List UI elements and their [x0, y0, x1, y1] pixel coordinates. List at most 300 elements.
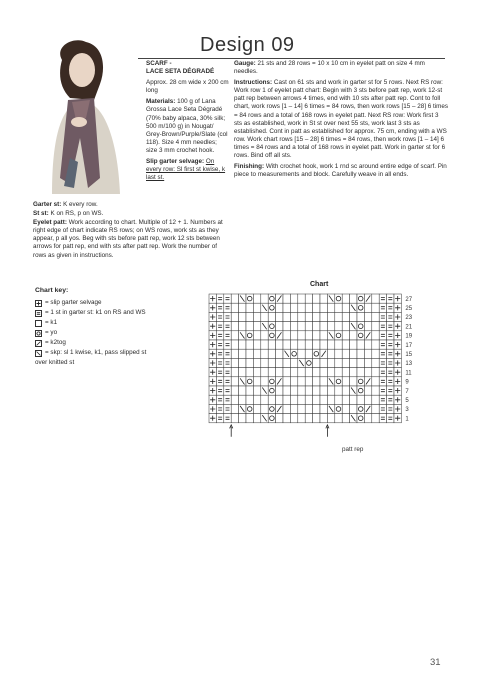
repeat-arrow [230, 425, 233, 437]
chart-cell [276, 349, 283, 358]
chart-cell [216, 349, 223, 358]
key-item-text: = slip garter selvage [45, 299, 102, 306]
chart-cell [372, 368, 379, 377]
row-number: 1 [405, 416, 409, 423]
chart-cell [290, 414, 297, 423]
chart-cell [261, 312, 268, 321]
chart-cell [379, 395, 386, 404]
chart-cell [320, 368, 327, 377]
chart-cell [320, 340, 327, 349]
chart-key [35, 286, 205, 368]
chart-cell [290, 386, 297, 395]
chart-cell [342, 340, 349, 349]
row-number: 5 [405, 398, 409, 404]
chart-cell [239, 414, 246, 423]
chart-cell [253, 414, 260, 423]
chart-cell [379, 349, 386, 358]
chart-cell [261, 340, 268, 349]
chart-cell [224, 377, 231, 386]
chart-cell [313, 312, 320, 321]
chart-cell [224, 331, 231, 340]
chart-cell [364, 303, 371, 312]
chart-cell [320, 377, 327, 386]
garter-text: K every row. [63, 201, 98, 208]
chart-cell [231, 368, 238, 377]
chart-cell [253, 395, 260, 404]
chart-cell [224, 312, 231, 321]
key-item [35, 328, 205, 338]
chart-cell [224, 340, 231, 349]
chart-cell [342, 312, 349, 321]
chart-cell [224, 395, 231, 404]
key-continuation: over knitted st [35, 359, 75, 366]
chart-grid [209, 294, 401, 423]
chart-cell [350, 404, 357, 413]
chart-cell [342, 404, 349, 413]
chart-cell [298, 312, 305, 321]
chart-cell [268, 395, 275, 404]
chart-cell [276, 340, 283, 349]
chart-cell [305, 414, 312, 423]
chart-cell [320, 303, 327, 312]
chart-cell [298, 303, 305, 312]
chart-cell [246, 303, 253, 312]
chart-cell [313, 414, 320, 423]
key-item [35, 298, 205, 308]
chart-cell [327, 368, 334, 377]
chart-cell [231, 386, 238, 395]
row-number: 13 [405, 361, 413, 368]
gauge-text: 21 sts and 28 rows = 10 x 10 cm in eyelet patt on size 4 mm needles. [234, 60, 425, 76]
finishing-text: With crochet hook, work 1 rnd sc around entire edge of scarf. Pin piece to measurements and block. Carefully weave in all ends. [234, 163, 447, 179]
row-number: 11 [405, 370, 412, 377]
chart-repeat-arrows [230, 425, 329, 437]
chart-cell [290, 322, 297, 331]
chart-cell [224, 386, 231, 395]
chart-cell [246, 414, 253, 423]
chart-cell [253, 312, 260, 321]
chart-cell [276, 322, 283, 331]
chart-cell [327, 395, 334, 404]
chart-cell [372, 322, 379, 331]
chart-cell [320, 312, 327, 321]
chart-cell [372, 303, 379, 312]
item-title: SCARF - [146, 60, 172, 67]
chart-cell [350, 340, 357, 349]
chart-cell [224, 414, 231, 423]
chart-cell [261, 358, 268, 367]
chart-cell [246, 358, 253, 367]
chart-cell [364, 322, 371, 331]
chart-cell [253, 340, 260, 349]
chart-cell [335, 386, 342, 395]
chart-cell [320, 404, 327, 413]
chart-key-title: Chart key: [35, 287, 69, 294]
chart-cell [290, 303, 297, 312]
chart-cell [246, 386, 253, 395]
chart-cell [327, 358, 334, 367]
chart-cell [283, 386, 290, 395]
chart-cell [372, 377, 379, 386]
chart-cell [320, 386, 327, 395]
chart-cell [290, 358, 297, 367]
chart-cell [305, 340, 312, 349]
chart-cell [364, 368, 371, 377]
chart-cell [231, 303, 238, 312]
chart-cell [387, 358, 394, 367]
chart-cell [327, 340, 334, 349]
page-title: Design 09 [200, 34, 295, 56]
chart-cell [261, 368, 268, 377]
row-number: 3 [405, 407, 409, 414]
chart-cell [216, 303, 223, 312]
chart-cell [313, 322, 320, 331]
chart-cell [335, 312, 342, 321]
chart-cell [357, 312, 364, 321]
chart-title: Chart [310, 281, 329, 288]
chart-cell [216, 294, 223, 303]
chart-cell [268, 368, 275, 377]
chart-cell [342, 414, 349, 423]
chart-cell [387, 303, 394, 312]
chart-cell [298, 322, 305, 331]
chart-cell [290, 404, 297, 413]
chart-cell [231, 349, 238, 358]
chart-cell [253, 358, 260, 367]
chart-cell [379, 377, 386, 386]
chart-cell [283, 331, 290, 340]
chart-cell [298, 368, 305, 377]
chart-cell [246, 395, 253, 404]
chart-cell [350, 358, 357, 367]
row-number: 19 [405, 333, 413, 340]
chart-cell [387, 349, 394, 358]
chart-cell [246, 312, 253, 321]
chart-cell [216, 368, 223, 377]
chart-cell [313, 331, 320, 340]
chart-cell [335, 358, 342, 367]
chart-cell [387, 395, 394, 404]
chart-cell [313, 340, 320, 349]
chart-cell [342, 386, 349, 395]
chart-cell [231, 377, 238, 386]
chart-cell [327, 386, 334, 395]
skp-icon [35, 350, 42, 357]
chart-cell [379, 404, 386, 413]
chart-cell [283, 303, 290, 312]
chart-cell [379, 414, 386, 423]
chart-cell [372, 349, 379, 358]
chart-cell [253, 368, 260, 377]
chart-cell [372, 358, 379, 367]
finishing-label: Finishing: [234, 163, 265, 171]
chart-cell [261, 377, 268, 386]
chart-cell [379, 358, 386, 367]
chart-cell [372, 312, 379, 321]
chart-cell [268, 358, 275, 367]
chart-cell [342, 395, 349, 404]
chart-cell [283, 358, 290, 367]
chart-cell [335, 368, 342, 377]
chart-cell [313, 368, 320, 377]
chart-cell [335, 349, 342, 358]
chart-cell [305, 386, 312, 395]
key-item [35, 318, 205, 328]
chart-cell [283, 395, 290, 404]
chart-cell [387, 368, 394, 377]
chart-cell [224, 294, 231, 303]
chart-cell [216, 404, 223, 413]
chart-cell [224, 368, 231, 377]
chart-cell [342, 358, 349, 367]
title-rule [138, 58, 445, 59]
chart-cell [342, 322, 349, 331]
chart-cell [379, 312, 386, 321]
chart-cell [216, 312, 223, 321]
garter-label: Garter st: [33, 201, 62, 208]
chart-cell [305, 395, 312, 404]
chart-cell [290, 377, 297, 386]
chart-cell [305, 404, 312, 413]
chart-cell [276, 303, 283, 312]
chart-cell [231, 340, 238, 349]
chart-cell [364, 340, 371, 349]
chart-cell [342, 303, 349, 312]
chart-cell [335, 395, 342, 404]
chart-cell [216, 414, 223, 423]
chart-cell [246, 349, 253, 358]
chart-cell [372, 395, 379, 404]
chart-cell [224, 303, 231, 312]
chart-cell [298, 294, 305, 303]
chart-cell [313, 377, 320, 386]
stst-label: St st: [33, 210, 49, 218]
selvage-label: Slip garter selvage: [146, 158, 205, 166]
instructions-text: Cast on 61 sts and work in garter st for 5 rows. Next RS row: Work row 1 of eyelet patt chart: Begin with 3 sts before patt rep, work 12-st patt rep between arrows 4 times, end with 10 sts after patt rep. Cont to foll chart, work rows [1 – 14] 6 times = 84 rows, then work rows [15 – 28] 6 times = 84 rows and a total of 168 rows in eyelet patt. Next RS row: Work first 3 sts as established, work in St st over next 55 sts, work last 3 sts as established. Cont in patt as established for approx. 75 cm, ending with a WS row. Work chart rows [15 – 28] 6 times = 84 rows, then work rows [1 – 14] 6 times = 84 rows and a total of 168 rows in eyelet patt. Work in garter st for 6 rows. Bind off all sts. [234, 79, 449, 160]
selvage-plus-icon [35, 300, 42, 307]
materials-label: Materials: [146, 98, 176, 106]
chart-cell [379, 368, 386, 377]
chart-cell [320, 395, 327, 404]
key-item-text: = k1 [45, 319, 58, 326]
chart-cell [224, 349, 231, 358]
stst-text: K on RS, p on WS. [50, 210, 104, 218]
chart-cell [261, 395, 268, 404]
chart-cell [216, 395, 223, 404]
row-number: 23 [405, 315, 413, 322]
stitch-column [33, 201, 229, 263]
row-number: 9 [405, 379, 409, 386]
chart-cell [253, 349, 260, 358]
chart-cell [283, 377, 290, 386]
chart-cell [364, 312, 371, 321]
chart-cell [364, 358, 371, 367]
chart-cell [342, 368, 349, 377]
row-number: 15 [405, 352, 413, 358]
chart-cell [261, 404, 268, 413]
repeat-label: patt rep [342, 446, 364, 453]
item-subtitle: LACE SETA DÉGRADÉ [146, 68, 215, 76]
chart-cell [342, 349, 349, 358]
chart-cell [313, 303, 320, 312]
chart-cell [224, 404, 231, 413]
chart-cell [357, 340, 364, 349]
chart-cell [298, 386, 305, 395]
chart-cell [276, 414, 283, 423]
eyelet-text: Work according to chart. Multiple of 12 + 1. Numbers at right edge of chart indicate RS rows; on WS rows, work sts as they appear, p all yos. Beg with sts before patt rep, work 12 sts between arrows for patt rep, end with sts after patt rep. Work the number of rows as given in instructions. [33, 219, 223, 259]
chart-cell [216, 340, 223, 349]
chart-cell [298, 414, 305, 423]
key-item [35, 348, 205, 358]
chart-cell [372, 294, 379, 303]
key-item [35, 338, 205, 348]
chart-cell [350, 395, 357, 404]
chart-cell [313, 358, 320, 367]
chart-cell [231, 312, 238, 321]
chart-cell [379, 331, 386, 340]
instructions-label: Instructions: [234, 79, 273, 87]
garter-equals-icon [35, 310, 42, 317]
chart-cell [387, 414, 394, 423]
eyelet-label: Eyelet patt: [33, 219, 67, 227]
chart-cell [320, 358, 327, 367]
chart-cell [305, 368, 312, 377]
chart-cell [283, 340, 290, 349]
chart-cell [335, 340, 342, 349]
chart-cell [290, 312, 297, 321]
key-item-text: = 1 st in garter st: k1 on RS and WS [45, 309, 146, 316]
chart-cell [298, 340, 305, 349]
chart-cell [239, 340, 246, 349]
chart-cell [239, 368, 246, 377]
row-number: 21 [405, 324, 413, 331]
chart-cell [342, 331, 349, 340]
chart-cell [313, 294, 320, 303]
key-item-text: = skp: sl 1 kwise, k1, pass slipped st [45, 349, 147, 356]
chart-cell [216, 322, 223, 331]
chart-cell [253, 322, 260, 331]
chart-cell [253, 294, 260, 303]
chart-cell [320, 294, 327, 303]
chart-cell [261, 349, 268, 358]
chart-cell [290, 395, 297, 404]
chart-cell [379, 303, 386, 312]
chart-cell [239, 395, 246, 404]
chart-cell [387, 340, 394, 349]
chart-cell [327, 414, 334, 423]
instructions-column [234, 60, 448, 182]
chart-cell [290, 294, 297, 303]
row-number: 7 [405, 388, 409, 395]
chart-cell [379, 294, 386, 303]
chart-cell [239, 322, 246, 331]
chart-cell [350, 377, 357, 386]
chart-cell [364, 395, 371, 404]
chart-cell [231, 294, 238, 303]
chart-cell [268, 312, 275, 321]
chart-cell [335, 414, 342, 423]
chart-cell [364, 414, 371, 423]
chart-cell [239, 349, 246, 358]
chart-cell [387, 294, 394, 303]
chart-cell [357, 349, 364, 358]
chart-cell [364, 386, 371, 395]
chart-cell [372, 386, 379, 395]
chart-cell [290, 340, 297, 349]
chart-cell [305, 331, 312, 340]
chart-cell [387, 404, 394, 413]
chart-cell [327, 349, 334, 358]
chart-cell [342, 294, 349, 303]
chart-cell [305, 294, 312, 303]
chart-cell [216, 358, 223, 367]
chart-cell [372, 340, 379, 349]
chart-cell [246, 322, 253, 331]
chart-cell [357, 358, 364, 367]
chart-cell [387, 312, 394, 321]
chart-cell [231, 358, 238, 367]
knitting-chart [207, 292, 447, 442]
chart-cell [283, 312, 290, 321]
chart-cell [231, 404, 238, 413]
chart-cell [231, 331, 238, 340]
chart-cell [253, 377, 260, 386]
chart-cell [350, 368, 357, 377]
row-number: 17 [405, 342, 413, 349]
chart-cell [320, 414, 327, 423]
chart-cell [327, 303, 334, 312]
repeat-arrow [326, 425, 329, 437]
chart-cell [231, 322, 238, 331]
chart-cell [276, 358, 283, 367]
chart-cell [283, 368, 290, 377]
key-item-text: = yo [45, 329, 58, 336]
key-item [35, 308, 205, 318]
chart-cell [342, 377, 349, 386]
chart-cell [350, 349, 357, 358]
chart-cell [305, 377, 312, 386]
chart-cell [246, 340, 253, 349]
chart-cell [350, 294, 357, 303]
row-number: 27 [405, 296, 413, 303]
chart-cell [276, 312, 283, 321]
chart-cell [379, 340, 386, 349]
chart-cell [357, 368, 364, 377]
chart-cell [290, 331, 297, 340]
chart-cell [387, 331, 394, 340]
chart-cell [387, 377, 394, 386]
chart-cell [224, 358, 231, 367]
size-text: Approx. 28 cm wide x 200 cm long [146, 79, 229, 95]
chart-cell [364, 349, 371, 358]
chart-cell [327, 322, 334, 331]
chart-cell [387, 386, 394, 395]
chart-cell [253, 331, 260, 340]
chart-cell [335, 322, 342, 331]
selvage-text: On every row: Sl first st kwise, k last st. [146, 158, 226, 182]
chart-cell [216, 386, 223, 395]
chart-cell [276, 368, 283, 377]
chart-cell [283, 322, 290, 331]
chart-cell [246, 368, 253, 377]
chart-row-numbers [405, 297, 412, 423]
materials-text: 100 g of Lana Grossa Lace Seta Dégradé (70% baby alpaca, 30% silk; 500 m/100 g) in Nougat/ Grey-Brown/Purple/Slate (col 118). Size 4 mm needles; size 3 mm crochet hook. [146, 98, 228, 154]
chart-cell [372, 404, 379, 413]
chart-cell [327, 312, 334, 321]
chart-cell [268, 340, 275, 349]
yarn-over-icon [35, 330, 42, 337]
chart-cell [372, 331, 379, 340]
